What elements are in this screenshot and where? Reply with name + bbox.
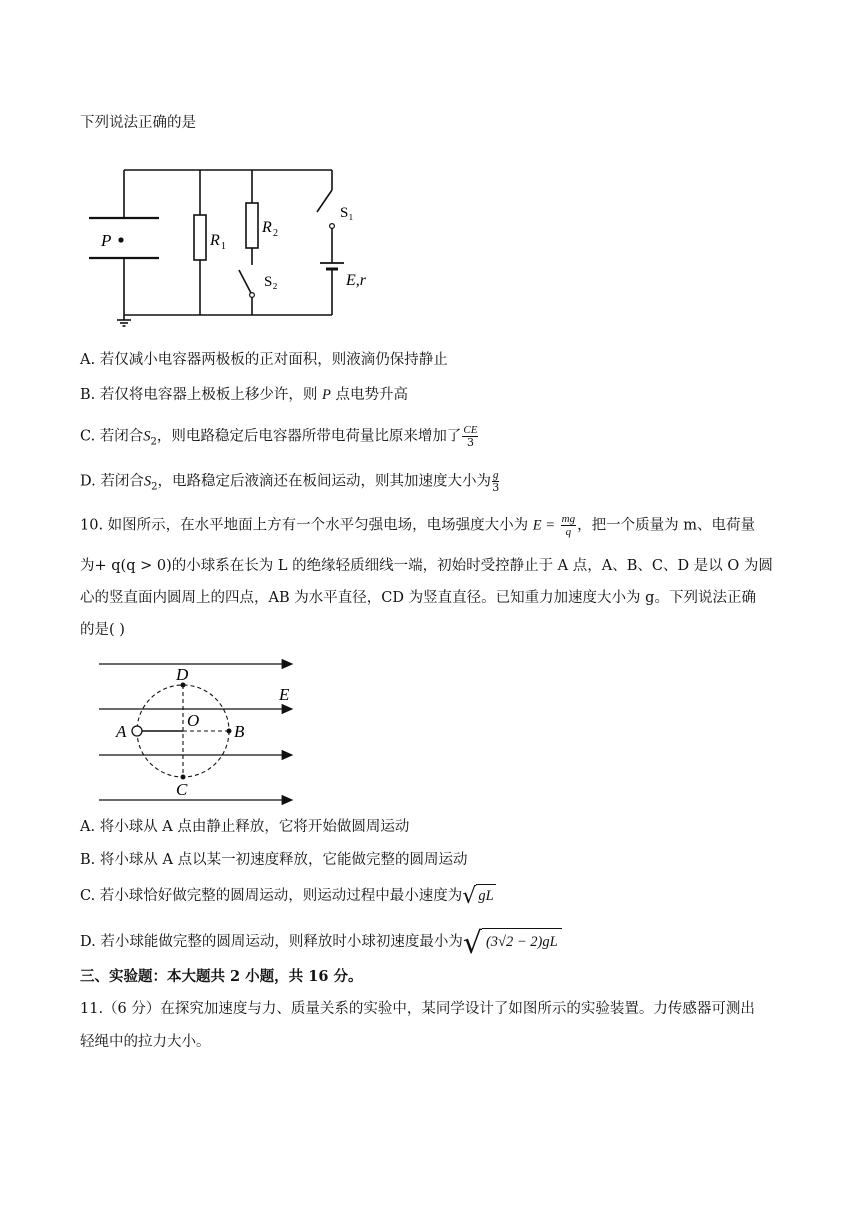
circuit-diagram [84, 160, 424, 335]
point-a-label: A [116, 722, 127, 741]
r2-label: R [262, 219, 272, 236]
point-c-label: C [176, 780, 188, 799]
q10-option-d: D. 若小球能做完整的圆周运动，则释放时小球初速度最小为√ (3√2 − 2)gL [80, 928, 562, 955]
q9-option-a: A. 若仅减小电容器两极板的正对面积，则液滴仍保持静止 [80, 352, 448, 368]
r1-subscript: 1 [221, 241, 226, 252]
electric-field-diagram [94, 655, 304, 805]
q11-stem-line2: 轻绳中的拉力大小。 [80, 1034, 211, 1050]
q10-option-b: B. 将小球从 A 点以某一初速度释放，它能做完整的圆周运动 [80, 852, 468, 868]
q10-stem-line3: 心的竖直面内圆周上的四点，AB 为水平直径，CD 为竖直直径。已知重力加速度大小为 g。下列说法正确 [80, 590, 756, 606]
r2-subscript: 2 [273, 228, 278, 239]
q10-option-c: C. 若小球恰好做完整的圆周运动，则运动过程中最小速度为√ gL [80, 884, 494, 909]
section-heading: 三、实验题：本大题共 2 小题，共 16 分。 [80, 968, 363, 985]
s1-label: S₁ [340, 205, 354, 221]
question-stem: 下列说法正确的是 [80, 115, 196, 131]
field-e-label: E [279, 685, 290, 704]
s2-label: S₂ [264, 274, 278, 290]
emf-label: E,r [346, 272, 366, 289]
q10-stem-line4: 的是( ) [80, 622, 125, 638]
point-p-label: P [101, 231, 112, 250]
q11-stem-line1: 11.（6 分）在探究加速度与力、质量关系的实验中，某同学设计了如图所示的实验装置。力传感器可测出 [80, 1001, 755, 1017]
q9-option-c: C. 若闭合$S_2$，则电路稳定后电容器所带电荷量比原来增加了 $\frac{CE}{3}$ [80, 424, 478, 449]
point-o-label: O [187, 711, 200, 730]
point-b-label: B [234, 722, 245, 741]
q9-option-b: B. 若仅将电容器上极板上移少许，则 P 点电势升高 [80, 387, 408, 403]
q9-option-d: D. 若闭合$S_2$，电路稳定后液滴还在板间运动，则其加速度大小为 $\frac{g}{3}$ [80, 469, 500, 494]
q10-stem-line2: 为+ q(q > 0)的小球系在长为 L 的绝缘轻质细线一端，初始时受控静止于 A 点，A、B、C、D 是以 O 为圆 [80, 558, 773, 574]
q10-option-a: A. 将小球从 A 点由静止释放，它将开始做圆周运动 [80, 819, 410, 835]
q10-stem-line1: 10. 如图所示，在水平地面上方有一个水平匀强电场，电场强度大小为 E = $\frac{mg}{q}$ ，把一个质量为 m、电荷量 [80, 513, 755, 538]
r1-label: R [210, 232, 220, 249]
point-d-label: D [176, 665, 189, 684]
